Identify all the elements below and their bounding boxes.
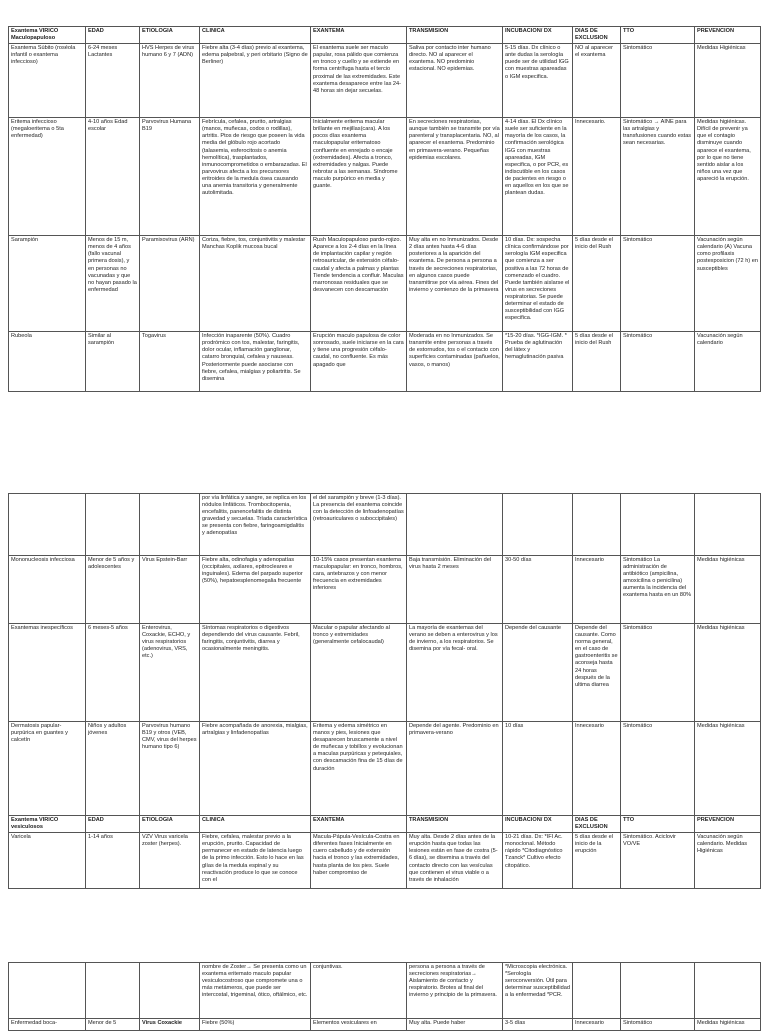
header-cell: TRANSMISION bbox=[407, 27, 503, 44]
table-cell: Medidas higiénicas. Difícil de prevenir ya que el contagio disminuye cuando aparece el exantema, por lo que no tiene sentido aislar a los niños una vez que apareció la erupción. bbox=[695, 118, 761, 236]
header-cell: CLINICA bbox=[200, 816, 311, 833]
table-cell: Menor de 5 bbox=[86, 1019, 140, 1031]
table-page-1 bbox=[8, 26, 760, 392]
table-cell: Eritema y edema simétrico en manos y pies, lesiones que desaparecen bruscamente a nivel de muñecas y tobillos y evolucionan a maculas purpúricas y petequiales, con descamación fina de 15 días de duración bbox=[311, 722, 407, 816]
table-cell bbox=[573, 494, 621, 556]
table-page-3 bbox=[8, 962, 760, 1031]
table-cell: Sintomático bbox=[621, 236, 695, 332]
table-cell: En secreciones respiratorias, aunque también se transmite por vía parenteral y transplacentaria. NO, al aparecer el exantema. Predominio en primavera-verano. Pequeñas epidemias escolares. bbox=[407, 118, 503, 236]
table-cell: Elementos vesiculares en bbox=[311, 1019, 407, 1031]
header-cell: INCUBACION/ DX bbox=[503, 27, 573, 44]
table-cell: Sintomático bbox=[621, 332, 695, 392]
table-cell: Medidas Higiénicas bbox=[695, 44, 761, 118]
table-cell bbox=[503, 494, 573, 556]
table-cell: Vacunación según calendario (A) Vacuna como profilaxis postexposicion (72 h) en susceptibles bbox=[695, 236, 761, 332]
table-cell: Enfermedad boca- bbox=[9, 1019, 86, 1031]
table-cell: HVS Herpes de virus humano 6 y 7 (ADN) bbox=[140, 44, 200, 118]
header-cell: PREVENCION bbox=[695, 816, 761, 833]
header-cell: ETIOLOGIA bbox=[140, 816, 200, 833]
table-cell bbox=[9, 963, 86, 1019]
table-cell: Muy alta en no Inmunizados. Desde 2 días antes hasta 4-6 días posteriores a la aparición del exantema. De persona a persona a través de secreciones respiratorias, en algunos casos puede transmitirse por vía aérea. Fines del invierno y comienzo de la primavera bbox=[407, 236, 503, 332]
table-cell: 5 días desde el inicio de la erupción bbox=[573, 833, 621, 889]
table-cell: Virus Epstein-Barr bbox=[140, 556, 200, 624]
table-cell: La mayoría de exantemas del verano se deben a enterovirus y los de invierno, a los respiratorios. Se disemina por vía fecal- oral. bbox=[407, 624, 503, 722]
table-cell: Inicialmente eritema macular brillante en mejillas(cara). A los pocos días exantema maculopapular eritematoso confluente en enrejado o encaje (extremidades). Afecta a tronco, extremidades y nalgas. Puede rebrotar a las semanas. Síndrome maculo purpúrico en media y guante. bbox=[311, 118, 407, 236]
table-cell: Sintomático bbox=[621, 624, 695, 722]
table-cell bbox=[140, 963, 200, 1019]
table-cell: el del sarampión y breve (1-3 días). La presencia del exantema coincide con la detección de linfoadenopatías (retroauriculares o suboccipitales) bbox=[311, 494, 407, 556]
table-cell: Dermatosis papular-purpúrica en guantes y calcetín bbox=[9, 722, 86, 816]
table-cell: Medidas higiénicas bbox=[695, 624, 761, 722]
table-cell: Togavirus bbox=[140, 332, 200, 392]
header-cell: EXANTEMA bbox=[311, 816, 407, 833]
table-cell: 10-15% casos presentan exantema maculopapular: en tronco, hombros, cara, antebrazos y con menor frecuencia en extremidades inferiores bbox=[311, 556, 407, 624]
table-cell: Parvovirus Humana B19 bbox=[140, 118, 200, 236]
table-cell: Sintomático → AINE para las artralgias y transfusiones cuando estas sean necesarias. bbox=[621, 118, 695, 236]
table-cell: 1-14 años bbox=[86, 833, 140, 889]
table-cell bbox=[695, 494, 761, 556]
table-cell: Exantemas inespecíficos bbox=[9, 624, 86, 722]
header-cell: ETIOLOGIA bbox=[140, 27, 200, 44]
table-cell: Fiebre alta, odinofagia y adenopatías (occipitales, axilares, epitrocleares e inguinales). Edema del parpado superior (50%), hepatoesplenomegalia frecuente bbox=[200, 556, 311, 624]
table-cell: Paramixovirus (ARN) bbox=[140, 236, 200, 332]
table-cell: Medidas higiénicas bbox=[695, 1019, 761, 1031]
table-cell: Muy alta. Puede haber bbox=[407, 1019, 503, 1031]
table-cell: Febrícula, cefalea, prurito, artralgias (manos, muñecas, codos o rodillas), artritis. Ptos de riesgo que poseen la vida media del glóbulo rojo acortado (talasemia, esferocitosis o anemia hemolítica), trasplantados, inmunocomprometidos o embarazadas. El parvovirus afecta a los precursores eritroides de la medula ósea causando una anemia transitoria y generalmente autolimitada. bbox=[200, 118, 311, 236]
table-cell: persona a persona a través de secreciones respiratorias→ Aislamiento de contacto y respiratorio. Brotes al final del invierno y principio de la primavera. bbox=[407, 963, 503, 1019]
table-cell: Eritema infeccioso (megaloeritema o 5ta enfermedad) bbox=[9, 118, 86, 236]
table-cell: Medidas higiénicas bbox=[695, 722, 761, 816]
header-cell: Exantema VIRICO vesiculosos bbox=[9, 816, 86, 833]
exanthem-table-page-1 bbox=[8, 26, 761, 392]
table-cell: Sintomático bbox=[621, 722, 695, 816]
table-row bbox=[9, 963, 761, 1019]
header-cell: EDAD bbox=[86, 816, 140, 833]
table-cell: 10 días. Dx: sospecha clínica confirmándose por serología IGM especifica que comienza a ser positiva a las 72 horas de comenzado el cuadro. Puede también aislarse el virus en secreciones respiratorias. Se puede determinar el estado de susceptibilidad con IGG especifica. bbox=[503, 236, 573, 332]
table-cell: Parvovirus humano B19 y otros (VEB, CMV, virus del herpes humano tipo 6) bbox=[140, 722, 200, 816]
table-cell bbox=[621, 963, 695, 1019]
table-cell: Similar al sarampión bbox=[86, 332, 140, 392]
table-cell: Depende del causante bbox=[503, 624, 573, 722]
table-cell: Mononucleosis infecciosa bbox=[9, 556, 86, 624]
table-cell: Medidas higiénicas bbox=[695, 556, 761, 624]
table-cell: Erupción maculo papulosa de color sonrosado, suele iniciarse en la cara y tiene una progresión céfalo-caudal, no confluente. Es más apagado que bbox=[311, 332, 407, 392]
table-cell: Innecesario bbox=[573, 722, 621, 816]
table-cell bbox=[140, 494, 200, 556]
table-cell: Coriza, fiebre, tos, conjuntivitis y malestar Manchas Koplik mucosa bucal bbox=[200, 236, 311, 332]
table-cell: Menos de 15 m, menos de 4 años (fallo vacunal primera dosis), y en personas no vacunadas y que no hayan pasado la enfermedad bbox=[86, 236, 140, 332]
table-cell: Rubeola bbox=[9, 332, 86, 392]
table-cell: Rush Maculopapuloso pardo-rojizo. Aparece a los 2-4 días en la línea de implantación capilar y región retroauricular, de extensión céfalo-caudal y afecta a palmas y plantas Tiende tendencia a confluir. Maculas marronosas residuales que se desvanecen con descamación bbox=[311, 236, 407, 332]
table-cell: Fiebre, cefalea, malestar previo a la erupción, prurito. Capacidad de permanecer en estado de latencia luego de la primo infección. Esto lo hace en las glías de la medula espinal y su reactivación produce lo que se conoce con el bbox=[200, 833, 311, 889]
table-cell: por vía linfática y sangre, se replica en los nódulos linfáticos. Trombocitopenia, encefalitis, panencefalitis de distinta gravedad y secuelas. Tríada característica se presenta con fiebre, faringoamigdalitis y adenopatías bbox=[200, 494, 311, 556]
table-cell: Fiebre alta (3-4 días) previo al exantema, edema palpebral, y peri orbitario (Signo de Berliner) bbox=[200, 44, 311, 118]
header-cell: TTO bbox=[621, 27, 695, 44]
table-cell: Fiebre (50%) bbox=[200, 1019, 311, 1031]
table-cell bbox=[407, 494, 503, 556]
table-cell: Sintomático bbox=[621, 1019, 695, 1031]
table-cell: Innecesario bbox=[573, 556, 621, 624]
table-cell: 5-15 días. Dx clínico o ante dudas la serología puede ser de utilidad IGG con muestras apareadas o IGM especifica. bbox=[503, 44, 573, 118]
table-cell: Saliva por contacto inter humano directo. NO al aparecer el exantema. NO predominio estacional. NO epidemias. bbox=[407, 44, 503, 118]
header-cell: TRANSMISION bbox=[407, 816, 503, 833]
table-row bbox=[9, 833, 761, 889]
table-cell: Sintomático La administración de antibiótico (ampicilina, amoxicilina o penicilina) aumenta la incidencia del exantema hasta en un 80% bbox=[621, 556, 695, 624]
table-cell: 5 días desde el inicio del Rush bbox=[573, 236, 621, 332]
table-cell: 4-14 días. El Dx clínico suele ser suficiente en la mayoría de los casos, la confirmación serológica IGG con muestras apareadas, IGM especifica, o por PCR, es indiscutible en los casos de pacientes en riesgo o en aquellos en los que se plantean dudas. bbox=[503, 118, 573, 236]
table-row bbox=[9, 332, 761, 392]
table-cell: Virus Coxackie bbox=[140, 1019, 200, 1031]
table-cell: Innecesario. bbox=[573, 118, 621, 236]
header-cell: Exantema VIRICO Maculopapuloso bbox=[9, 27, 86, 44]
table-cell: Sintomático. Aciclovir VO/VE bbox=[621, 833, 695, 889]
table-row bbox=[9, 236, 761, 332]
table-row bbox=[9, 1019, 761, 1031]
table-cell: Innecesario bbox=[573, 1019, 621, 1031]
table-cell: Sarampión bbox=[9, 236, 86, 332]
table-cell bbox=[86, 963, 140, 1019]
table-cell: *15-20 días. *IGG-IGM. * Prueba de aglutinación del látex y hemaglutinación pasiva bbox=[503, 332, 573, 392]
table-cell: 3-5 días bbox=[503, 1019, 573, 1031]
table-cell: Enterovirus, Coxackie, ECHO, y virus respiratorios (adenovirus, VRS, etc.) bbox=[140, 624, 200, 722]
table-cell: Depende del agente. Predominio en primavera-verano bbox=[407, 722, 503, 816]
header-cell: TTO bbox=[621, 816, 695, 833]
table-row bbox=[9, 722, 761, 816]
table-cell bbox=[695, 963, 761, 1019]
table-cell: Depende del causante. Como norma general, en el caso de gastroenteritis se aconseja hasta 24 horas después de la ultima diarrea bbox=[573, 624, 621, 722]
table-row bbox=[9, 494, 761, 556]
table-cell: 10-21 días. Dx: *IFI Ac. monoclonal. Método rápido *Citodiagnóstico Tzanck* Cultivo efecto citopático. bbox=[503, 833, 573, 889]
table-cell: 10 días bbox=[503, 722, 573, 816]
table-cell: Infección inaparente (50%). Cuadro prodrómico con tos, malestar, faringitis, dolor ocular, inflamación ganglionar, catarro bronquial, cefalea y nauseas. Posteriormente puede asociarse con fiebre, cefalea, mialgias y poliartritis. Se disemina bbox=[200, 332, 311, 392]
table-cell: Moderada en no Inmunizados. Se transmite entre personas a través de estornudos, tos o el contacto con superficies contaminadas (pañuelos, vasos, o manos) bbox=[407, 332, 503, 392]
table-cell: Menor de 5 años y adolescentes bbox=[86, 556, 140, 624]
table-cell: Vacunación según calendario bbox=[695, 332, 761, 392]
table-cell: VZV Virus varicela zoster (herpes). bbox=[140, 833, 200, 889]
table-cell: *Microscopia electrónica. *Serología seroconversión. Útil para determinar susceptibilidad a la enfermedad *PCR. bbox=[503, 963, 573, 1019]
table-cell: Macula-Pápula-Vesícula-Costra en diferentes fases Inicialmente en cuero cabelludo y de extensión hacia el tronco y las extremidades, hasta planta de los pies. Suele haber compromiso de bbox=[311, 833, 407, 889]
table-cell: Fiebre acompañada de anorexia, mialgias, artralgias y linfadenopatías bbox=[200, 722, 311, 816]
table-cell: 30-50 días bbox=[503, 556, 573, 624]
table-row bbox=[9, 624, 761, 722]
header-cell: CLINICA bbox=[200, 27, 311, 44]
table-cell: NO al aparecer el exantema bbox=[573, 44, 621, 118]
table-cell: conjuntivas. bbox=[311, 963, 407, 1019]
table-cell: 6-24 meses Lactantes bbox=[86, 44, 140, 118]
header-cell: DIAS DE EXCLUSION bbox=[573, 27, 621, 44]
table-cell bbox=[9, 494, 86, 556]
table-cell: Sintomático bbox=[621, 44, 695, 118]
header-cell: DIAS DE EXCLUSION bbox=[573, 816, 621, 833]
exanthem-table-page-2 bbox=[8, 493, 761, 889]
table-cell: Baja transmisión. Eliminación del virus hasta 2 meses bbox=[407, 556, 503, 624]
header-cell: PREVENCION bbox=[695, 27, 761, 44]
table-cell: 5 días desde el inicio del Rush bbox=[573, 332, 621, 392]
table-cell: nombre de Zoster→ Se presenta como un exantema eritemato maculo papular vesiculocostroso que compromete una o más metámeros, que puede ser intercostal, trigeminal, ótico, oftálmico, etc. bbox=[200, 963, 311, 1019]
table-cell: Exantema Súbito (roséola infantil o exantema infeccioso) bbox=[9, 44, 86, 118]
table-cell: Síntomas respiratorios o digestivos dependiendo del virus causante. Febril, faringitis, conjuntivitis, diarrea y ocasionalmente meningitis. bbox=[200, 624, 311, 722]
header-cell: EXANTEMA bbox=[311, 27, 407, 44]
table-row bbox=[9, 44, 761, 118]
header-row-vesiculosos bbox=[9, 816, 761, 833]
table-page-2 bbox=[8, 493, 760, 889]
header-cell: EDAD bbox=[86, 27, 140, 44]
table-cell: Macular o papular afectando al tronco y extremidades (generalmente cefalocaudal) bbox=[311, 624, 407, 722]
table-cell: Muy alta. Desde 2 días antes de la erupción hasta que todas las lesiones están en fase de costra (5-6 días), se disemina a través del contacto directo con las vesículas que contienen el virus viable o a través de inhalación bbox=[407, 833, 503, 889]
table-row bbox=[9, 556, 761, 624]
table-cell bbox=[86, 494, 140, 556]
table-cell: El exantema suele ser maculo papular, rosa pálido que comienza en tronco y cuello y se extiende en forma centrífuga hasta el tercio proximal de las extremidades. Este exantema desaparece entre las 24-48 horas sin dejar secuelas. bbox=[311, 44, 407, 118]
header-cell: INCUBACION/ DX bbox=[503, 816, 573, 833]
table-cell: Vacunación según calendario. Medidas Higiénicas bbox=[695, 833, 761, 889]
table-cell: Niños y adultos jóvenes bbox=[86, 722, 140, 816]
exanthem-table-page-3 bbox=[8, 962, 761, 1031]
header-row bbox=[9, 27, 761, 44]
table-cell: 4-10 años Edad escolar bbox=[86, 118, 140, 236]
table-cell bbox=[621, 494, 695, 556]
table-cell: Varicela bbox=[9, 833, 86, 889]
table-cell bbox=[573, 963, 621, 1019]
table-cell: 6 meses-5 años bbox=[86, 624, 140, 722]
table-row bbox=[9, 118, 761, 236]
